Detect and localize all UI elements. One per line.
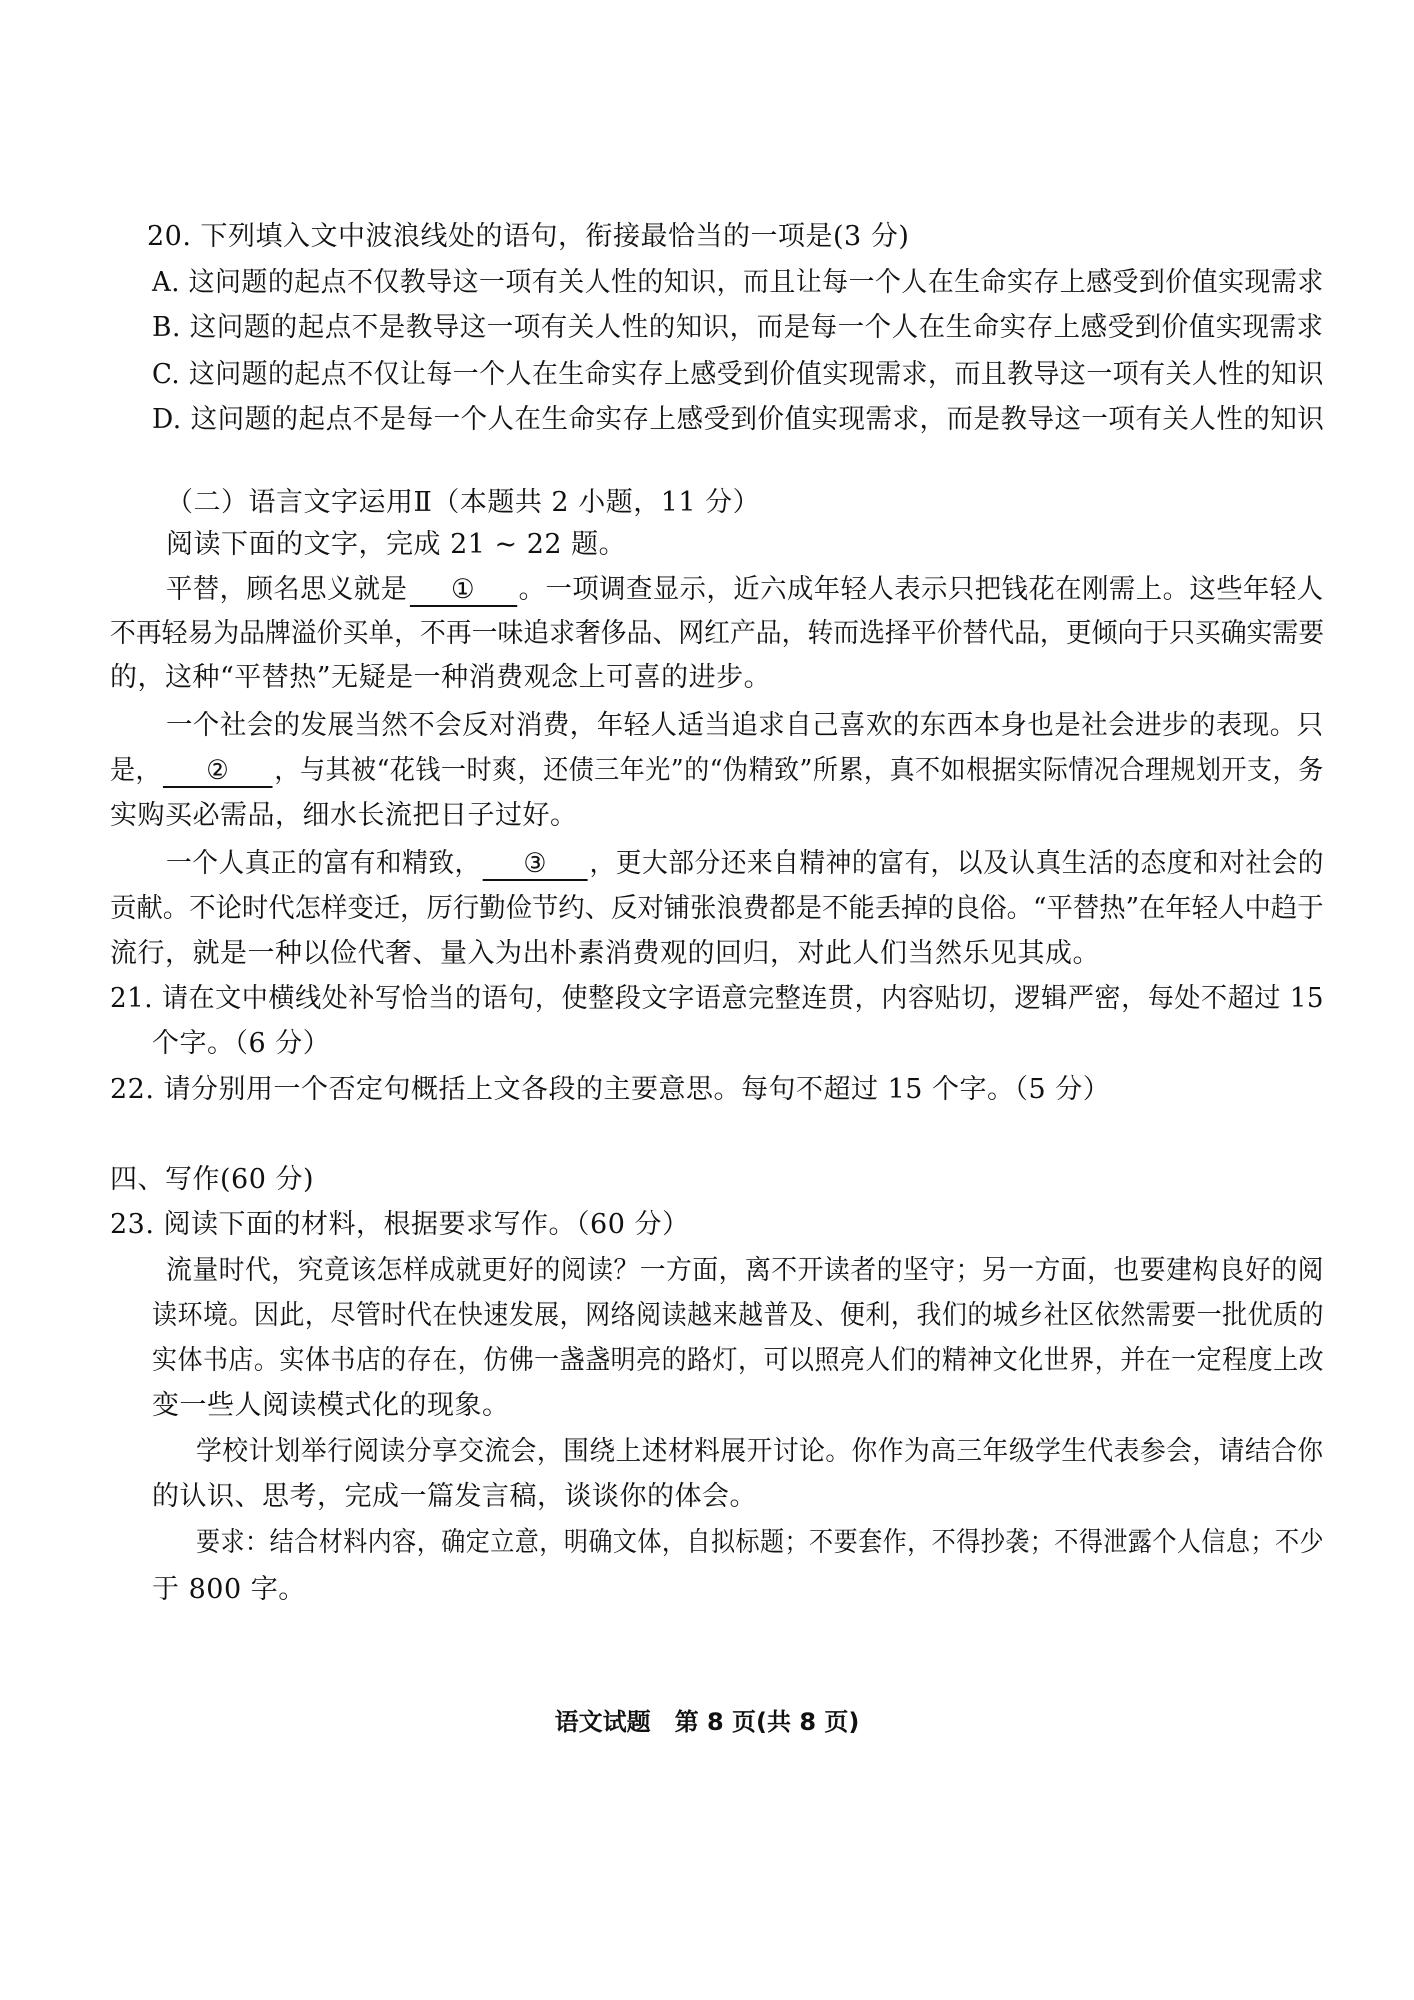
material-p1-line3: 实体书店。实体书店的存在，仿佛一盏盏明亮的路灯，可以照亮人们的精神文化世界，并在一定程度上改 (152, 1345, 1325, 1376)
passage-p3-line2: 贡献。不论时代怎样变迁，厉行勤俭节约、反对铺张浪费都是不能丢掉的良俗。“平替热”在年轻人中趋于 (110, 893, 1324, 924)
q23: 23. 阅读下面的材料，根据要求写作。（60 分） (110, 1209, 690, 1240)
q20-option-c: C. 这问题的起点不仅让每一个人在生命实存上感受到价值实现需求，而且教导这一项有关人性的知识 (152, 359, 1324, 390)
page-footer: 语文试题 第 8 页(共 8 页) (554, 1708, 860, 1736)
requirements-line1: 要求：结合材料内容，确定立意，明确文体，自拟标题；不要套作，不得抄袭；不得泄露个人信息；不少 (196, 1527, 1325, 1558)
blank-2: ② (163, 756, 273, 788)
material-p1-line4: 变一些人阅读模式化的现象。 (152, 1390, 510, 1421)
passage-p3-text-a: 一个人真正的富有和精致， (166, 848, 481, 879)
passage-p1-line3: 的，这种“平替热”无疑是一种消费观念上可喜的进步。 (110, 662, 772, 693)
section2-heading: （二）语言文字运用Ⅱ（本题共 2 小题，11 分） (166, 487, 761, 518)
section4-heading: 四、写作(60 分) (110, 1164, 315, 1195)
q20-option-b: B. 这问题的起点不是教导这一项有关人性的知识，而是每一个人在生命实存上感受到价值实现需求 (152, 312, 1324, 343)
q22: 22. 请分别用一个否定句概括上文各段的主要意思。每句不超过 15 个字。（5 分） (110, 1074, 1111, 1105)
material-p2-line2: 的认识、思考，完成一篇发言稿，谈谈你的体会。 (152, 1481, 757, 1512)
passage-p1-text-b: 。一项调查显示，近六成年轻人表示只把钱花在刚需上。这些年轻人 (518, 574, 1324, 605)
passage-p2-line2 (110, 751, 1324, 791)
passage-p2-text-b: ，与其被“花钱一时爽，还债三年光”的“伪精致”所累，真不如根据实际情况合理规划开支，务 (274, 755, 1324, 786)
q20-option-d: D. 这问题的起点不是每一个人在生命实存上感受到价值实现需求，而是教导这一项有关人性的知识 (152, 404, 1325, 435)
passage-p2-line1: 一个社会的发展当然不会反对消费，年轻人适当追求自己喜欢的东西本身也是社会进步的表现。只 (166, 710, 1324, 741)
material-p1-line1: 流量时代，究竟该怎样成就更好的阅读？一方面，离不开读者的坚守；另一方面，也要建构良好的阅 (166, 1255, 1324, 1286)
passage-p1-text-a: 平替，顾名思义就是 (166, 574, 408, 605)
material-p1-line2: 读环境。因此，尽管时代在快速发展，网络阅读越来越普及、便利，我们的城乡社区依然需要一批优质的 (152, 1300, 1325, 1331)
passage-p3-line3: 流行，就是一种以俭代奢、量入为出朴素消费观的回归，对此人们当然乐见其成。 (110, 938, 1100, 969)
q21-line1: 21. 请在文中横线处补写恰当的语句，使整段文字语意完整连贯，内容贴切，逻辑严密，每处不超过 15 (110, 983, 1325, 1014)
blank-3: ③ (483, 849, 588, 881)
passage-p1-line1 (166, 570, 1324, 610)
requirements-line2: 于 800 字。 (152, 1574, 306, 1605)
passage-p2-line3: 实购买必需品，细水长流把日子过好。 (110, 800, 578, 831)
blank-1: ① (409, 575, 516, 607)
q20-option-a: A. 这问题的起点不仅教导这一项有关人性的知识，而且让每一个人在生命实存上感受到价值实现需求 (152, 267, 1324, 298)
q20-stem: 20. 下列填入文中波浪线处的语句，衔接最恰当的一项是(3 分) (147, 221, 910, 252)
section2-instruction: 阅读下面的文字，完成 21 ~ 22 题。 (166, 529, 627, 560)
passage-p1-line2: 不再轻易为品牌溢价买单，不再一味追求奢侈品、网红产品，转而选择平价替代品，更倾向于只买确实需要 (110, 618, 1325, 649)
material-p2-line1: 学校计划举行阅读分享交流会，围绕上述材料展开讨论。你作为高三年级学生代表参会，请结合你 (196, 1436, 1324, 1467)
q21-line2: 个字。（6 分） (152, 1028, 331, 1059)
passage-p2-text-a: 是， (110, 755, 162, 786)
passage-p3-text-b: ，更大部分还来自精神的富有，以及认真生活的态度和对社会的 (589, 848, 1325, 879)
passage-p3-line1 (166, 844, 1324, 884)
